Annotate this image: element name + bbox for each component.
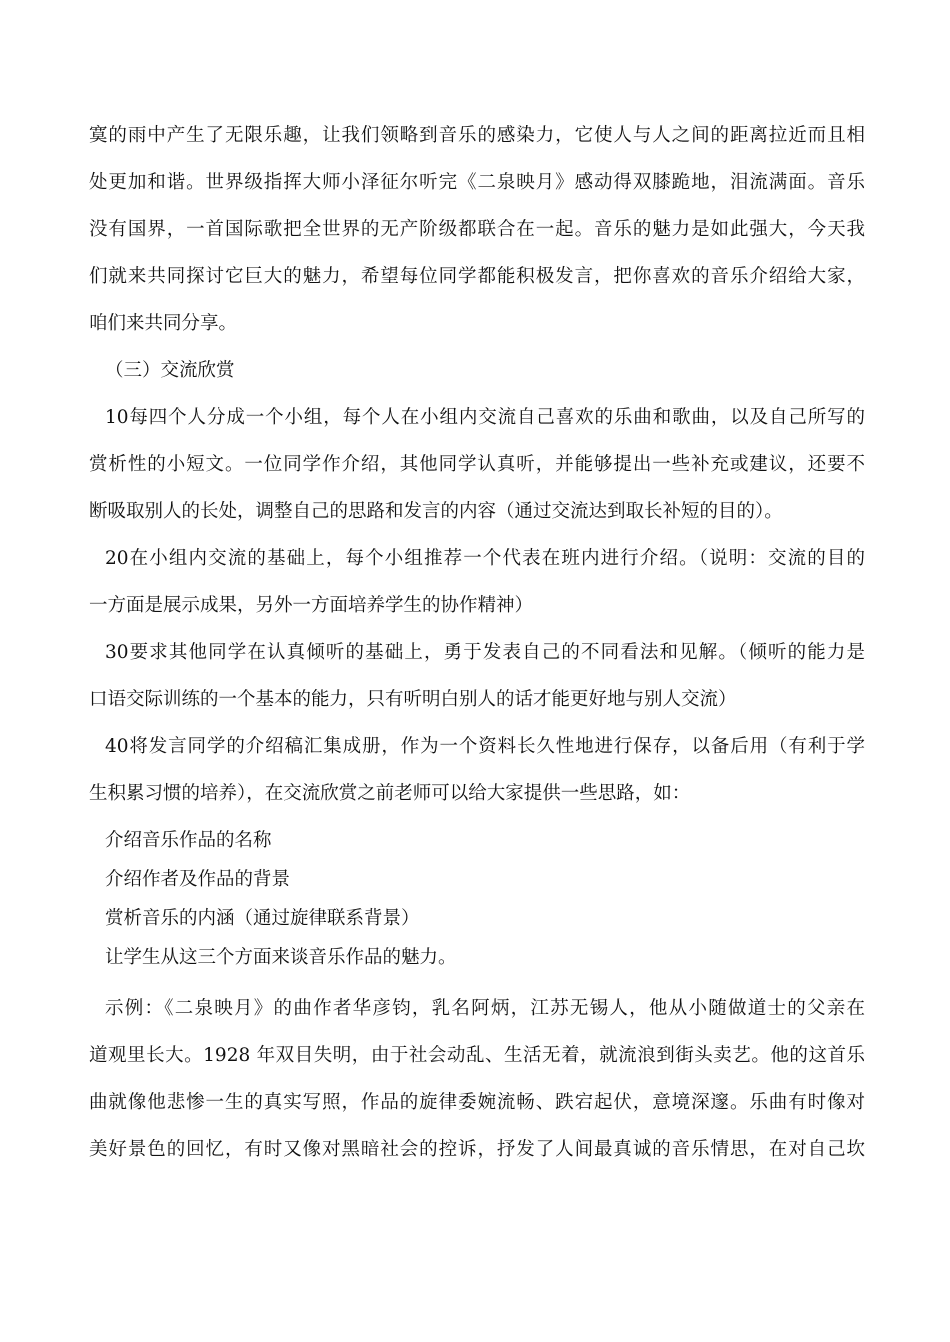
paragraph-line: 10每四个人分成一个小组，每个人在小组内交流自己喜欢的乐曲和歌曲，以及自己所写的 <box>105 407 865 428</box>
paragraph-line: 咱们来共同分享。 <box>89 313 238 334</box>
paragraph-line: 们就来共同探讨它巨大的魅力，希望每位同学都能积极发言，把你喜欢的音乐介绍给大家， <box>89 266 865 287</box>
paragraph-line: 道观里长大。1928 年双目失明，由于社会动乱、生活无着，就流浪到街头卖艺。他的这首乐 <box>89 1045 865 1066</box>
paragraph-line: 赏析性的小短文。一位同学作介绍，其他同学认真听，并能够提出一些补充或建议，还要不 <box>89 454 865 475</box>
paragraph-line: 断吸取别人的长处，调整自己的思路和发言的内容（通过交流达到取长补短的目的）。 <box>89 501 783 522</box>
paragraph-line: 处更加和谐。世界级指挥大师小泽征尔听完《二泉映月》感动得双膝跪地，泪流满面。音乐 <box>89 172 865 193</box>
paragraph-line: 没有国界，一首国际歌把全世界的无产阶级都联合在一起。音乐的魅力是如此强大，今天我 <box>89 219 865 240</box>
paragraph-line: 美好景色的回忆，有时又像对黑暗社会的控诉，抒发了人间最真诚的音乐情思，在对自己坎 <box>89 1139 865 1160</box>
section-heading: （三）交流欣赏 <box>105 360 235 381</box>
paragraph-line: 寞的雨中产生了无限乐趣，让我们领略到音乐的感染力，它使人与人之间的距离拉近而且相 <box>89 125 865 146</box>
paragraph-line: 20在小组内交流的基础上，每个小组推荐一个代表在班内进行介绍。（说明：交流的目的 <box>105 548 865 569</box>
paragraph-line: 40将发言同学的介绍稿汇集成册，作为一个资料长久性地进行保存，以备后用（有利于学 <box>105 736 865 757</box>
list-item: 赏析音乐的内涵（通过旋律联系背景） <box>105 908 420 929</box>
paragraph-line: 生积累习惯的培养），在交流欣赏之前老师可以给大家提供一些思路，如： <box>89 783 691 804</box>
paragraph-line: 30要求其他同学在认真倾听的基础上，勇于发表自己的不同看法和见解。（倾听的能力是 <box>105 642 865 663</box>
paragraph-line: 示例：《二泉映月》的曲作者华彦钧，乳名阿炳，江苏无锡人，他从小随做道士的父亲在 <box>105 998 865 1019</box>
paragraph-line: 曲就像他悲惨一生的真实写照，作品的旋律委婉流畅、跌宕起伏，意境深邃。乐曲有时像对 <box>89 1092 865 1113</box>
paragraph-line: 一方面是展示成果，另外一方面培养学生的协作精神） <box>89 595 534 616</box>
paragraph-line: 让学生从这三个方面来谈音乐作品的魅力。 <box>105 947 457 968</box>
list-item: 介绍作者及作品的背景 <box>105 869 291 890</box>
paragraph-line: 口语交际训练的一个基本的能力，只有听明白别人的话才能更好地与别人交流） <box>89 689 737 710</box>
list-item: 介绍音乐作品的名称 <box>105 830 272 851</box>
